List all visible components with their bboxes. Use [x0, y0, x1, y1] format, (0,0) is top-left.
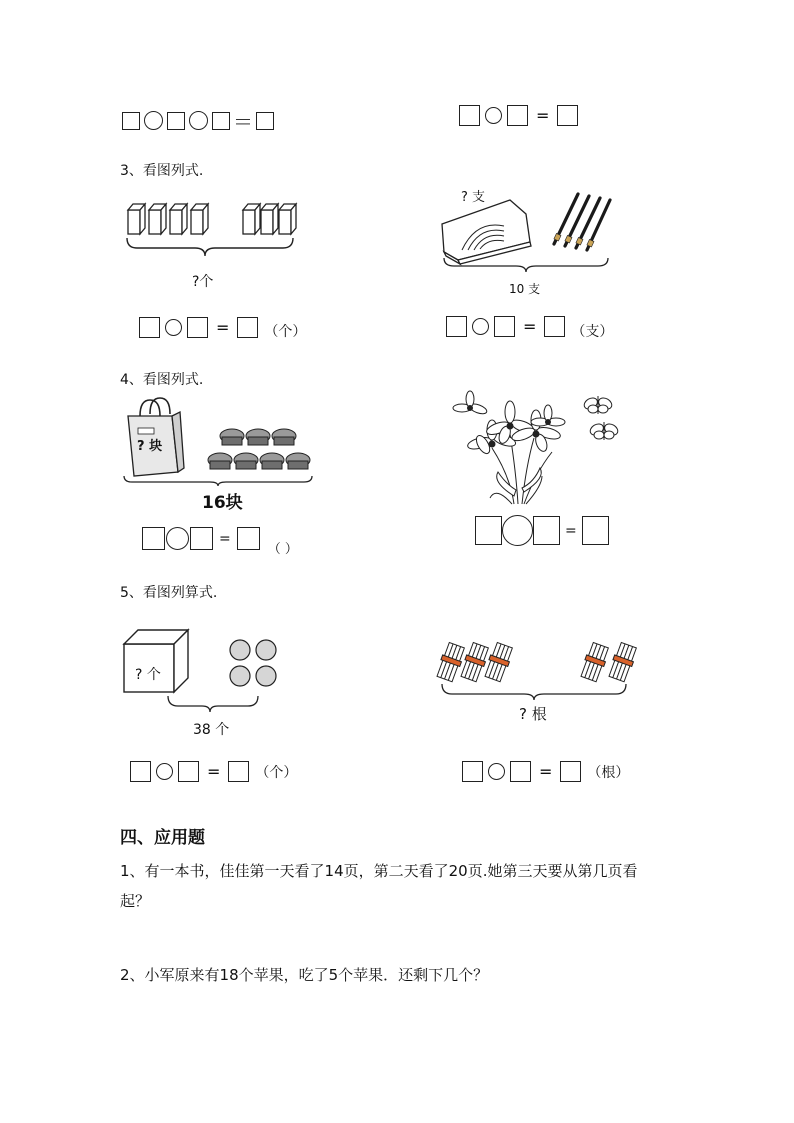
q5-left-bottom-label: 38 个	[193, 722, 230, 738]
unit-label: （根）	[587, 764, 630, 781]
q3-title: 3、看图列式.	[120, 163, 204, 179]
unit-label: （个）	[255, 764, 298, 781]
answer-box[interactable]	[142, 527, 165, 550]
operator-circle[interactable]	[156, 763, 173, 780]
problem-1-line-1: 1、有一本书，佳佳第一天看了14页，第二天看了20页.她第三天要从第几页看	[120, 862, 638, 880]
equals-sign: =	[219, 530, 231, 547]
equals-sign: =	[216, 317, 230, 337]
operator-circle[interactable]	[166, 527, 189, 550]
equals-sign: ＝	[233, 110, 253, 134]
answer-box[interactable]	[212, 112, 230, 130]
answer-box[interactable]	[446, 316, 467, 337]
q5-right-bottom-label: ? 根	[519, 705, 547, 723]
unit-label: （个）	[264, 324, 307, 340]
operator-circle[interactable]	[488, 763, 505, 780]
q3-left-question-label: ?个	[192, 274, 214, 290]
answer-box[interactable]	[560, 761, 581, 782]
equals-sign: =	[539, 762, 553, 781]
answer-box[interactable]	[256, 112, 274, 130]
q5-title: 5、看图列算式.	[120, 585, 218, 601]
equals-sign: =	[207, 762, 221, 781]
q5-box-label: ? 个	[135, 667, 161, 683]
equals-sign: =	[536, 106, 550, 125]
answer-box[interactable]	[475, 516, 502, 545]
q5-left-equation	[130, 761, 297, 782]
q5-right-equation	[462, 761, 629, 782]
q5-stick-bundles-illustration	[436, 640, 642, 710]
answer-box[interactable]	[190, 527, 213, 550]
answer-box[interactable]	[228, 761, 249, 782]
answer-box[interactable]	[533, 516, 560, 545]
operator-circle[interactable]	[502, 515, 533, 546]
operator-circle[interactable]	[485, 107, 502, 124]
answer-box[interactable]	[237, 317, 258, 338]
q3-pencils-illustration	[438, 186, 618, 271]
answer-box[interactable]	[507, 105, 528, 126]
answer-box[interactable]	[557, 105, 578, 126]
section-title: 四、应用题	[120, 828, 205, 848]
answer-box[interactable]	[544, 316, 565, 337]
problem-1-line-2: 起？	[120, 892, 151, 910]
answer-box[interactable]	[139, 317, 160, 338]
q3-right-equation	[446, 311, 613, 341]
operator-circle[interactable]	[144, 111, 163, 130]
q3-blocks-illustration	[125, 198, 305, 268]
q4-bag-label: ? 块	[137, 439, 163, 454]
equals-sign: =	[523, 316, 537, 336]
answer-box[interactable]	[494, 316, 515, 337]
answer-box[interactable]	[178, 761, 199, 782]
answer-box[interactable]	[187, 317, 208, 338]
q4-left-equation	[142, 520, 298, 557]
q4-flowers-illustration	[452, 386, 622, 512]
answer-box[interactable]	[122, 112, 140, 130]
unit-label: （支）	[571, 324, 614, 340]
top-equation-right	[459, 105, 578, 126]
problem-2: 2、小军原来有18个苹果，吃了5个苹果．还剩下几个？	[120, 966, 489, 984]
q4-left-bottom-label: 16块	[202, 493, 243, 513]
answer-box[interactable]	[582, 516, 609, 545]
unit-label: （ ）	[267, 542, 298, 557]
answer-box[interactable]	[237, 527, 260, 550]
q3-right-top-label: ? 支	[461, 190, 486, 205]
q3-left-equation	[139, 313, 306, 341]
operator-circle[interactable]	[165, 319, 182, 336]
q4-right-equation	[475, 515, 609, 546]
equals-sign: =	[565, 522, 577, 539]
answer-box[interactable]	[459, 105, 480, 126]
answer-box[interactable]	[510, 761, 531, 782]
operator-circle[interactable]	[472, 318, 489, 335]
operator-circle[interactable]	[189, 111, 208, 130]
q3-right-bottom-label: 10 支	[509, 282, 541, 296]
top-equation-left	[122, 106, 274, 135]
answer-box[interactable]	[462, 761, 483, 782]
answer-box[interactable]	[167, 112, 185, 130]
answer-box[interactable]	[130, 761, 151, 782]
q4-title: 4、看图列式.	[120, 372, 204, 388]
